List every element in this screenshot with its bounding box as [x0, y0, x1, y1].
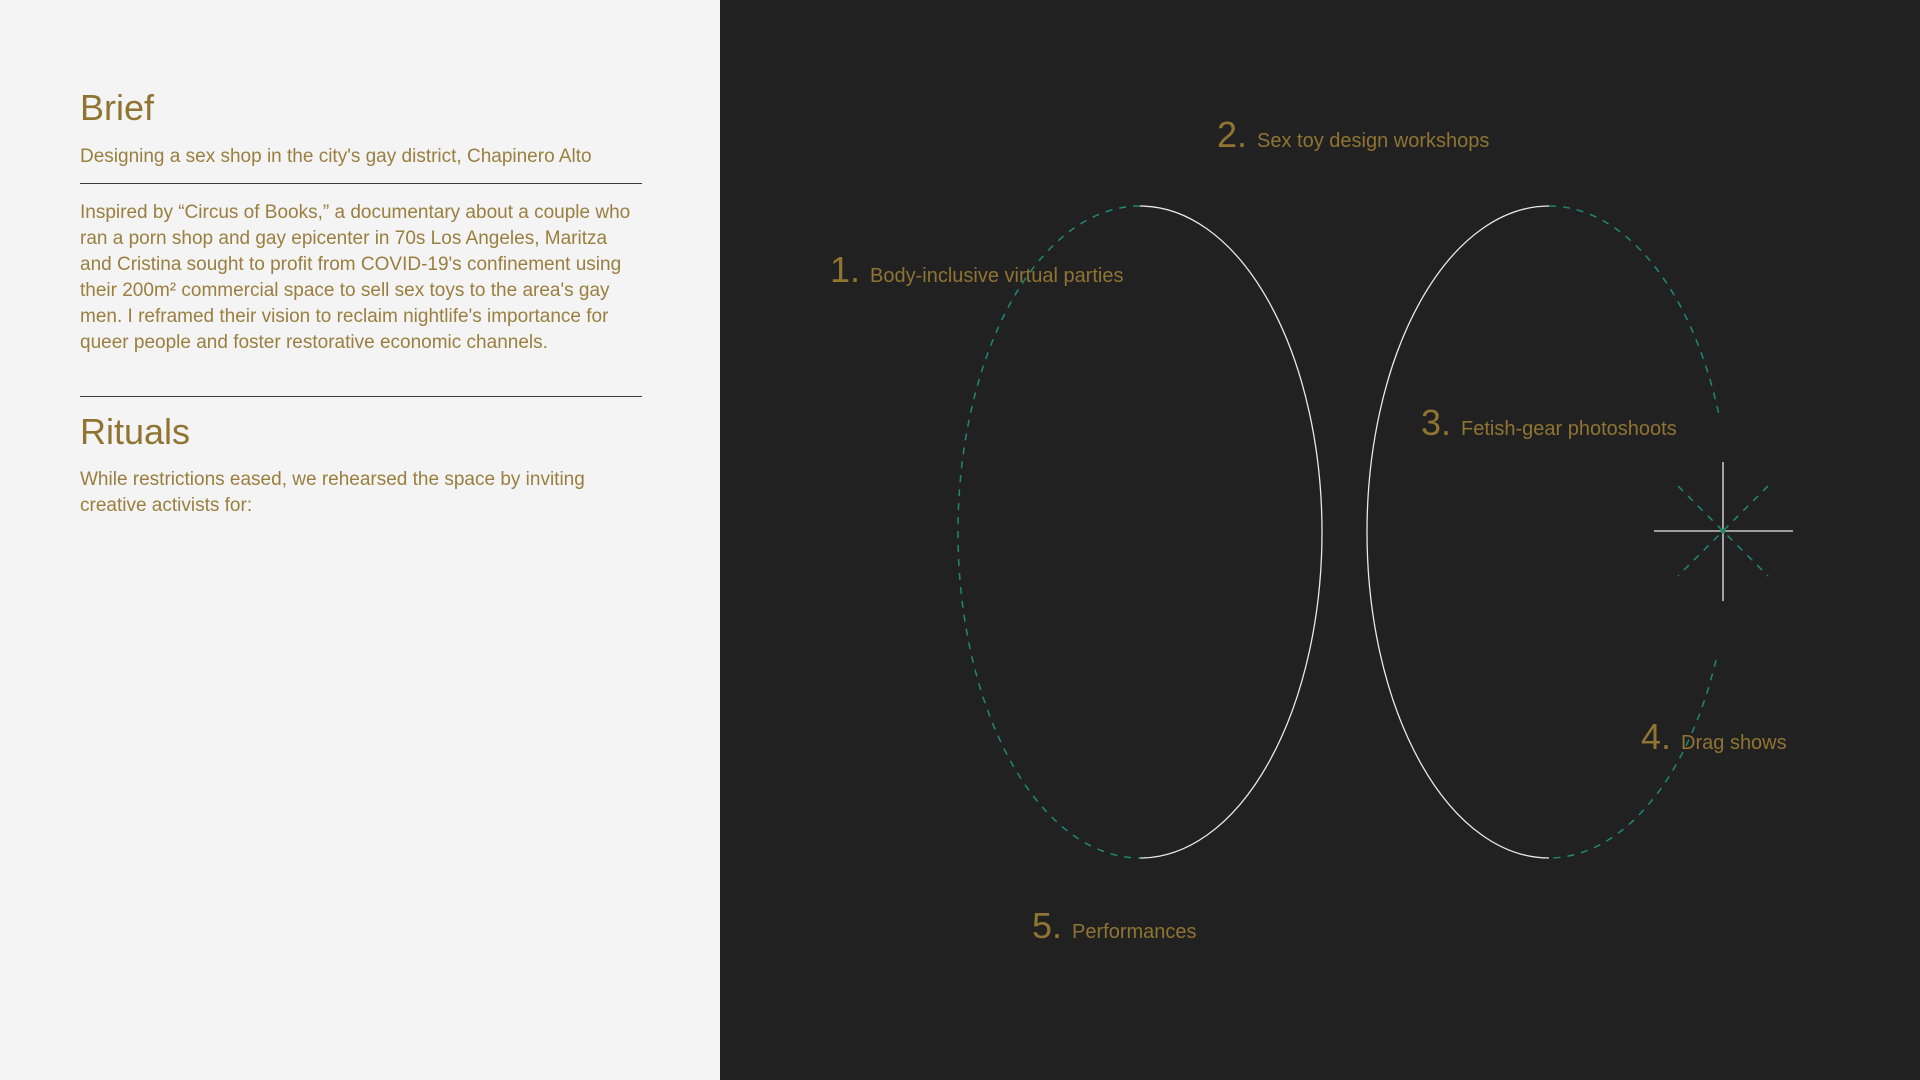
- divider: [80, 183, 642, 184]
- activity-item: [1217, 115, 1489, 155]
- activity-label: Fetish-gear photoshoots: [1461, 418, 1677, 440]
- rituals-diagram: [720, 0, 1920, 1080]
- rituals-intro: While restrictions eased, we rehearsed the space by inviting creative activists for:: [80, 469, 585, 516]
- right-ellipse-solid-arc: [1367, 206, 1549, 858]
- left-ellipse-dashed-arc: [958, 206, 1140, 858]
- activity-item: [830, 250, 1123, 290]
- activity-number: 2.: [1217, 114, 1248, 155]
- right-ellipse-dashed-arc-bottom: [1549, 660, 1716, 858]
- activity-label: Sex toy design workshops: [1257, 130, 1490, 152]
- brief-heading: Brief: [80, 87, 155, 128]
- activity-label: Drag shows: [1681, 732, 1787, 754]
- activity-item: [1641, 717, 1787, 757]
- rituals-heading: Rituals: [80, 411, 191, 452]
- divider: [80, 396, 642, 397]
- brief-subtitle: Designing a sex shop in the city's gay district, Chapinero Alto: [80, 146, 592, 167]
- sparkle-icon: [1654, 462, 1793, 601]
- right-ellipse-dashed-arc-top: [1549, 206, 1719, 415]
- activity-item: [1032, 906, 1197, 946]
- brief-body: Inspired by “Circus of Books,” a documentary about a couple who ran a porn shop and gay epicenter in 70s Los Angeles, Maritza and Cristina sought to profit from COVID-19's confinement using their 200m² commercial space to sell sex toys to the area's gay men. I reframed their vision to reclaim nightlife's importance for queer people and foster restorative economic channels.: [80, 202, 631, 353]
- activity-number: 1.: [830, 249, 861, 290]
- activity-number: 4.: [1641, 716, 1672, 757]
- activity-number: 3.: [1421, 402, 1452, 443]
- rituals-diagram-panel: [720, 0, 1920, 1080]
- activity-item: [1421, 403, 1677, 443]
- left-ellipse-solid-arc: [1140, 206, 1322, 858]
- activity-label: Performances: [1072, 921, 1197, 943]
- activity-label: Body-inclusive virtual parties: [870, 265, 1124, 287]
- activity-number: 5.: [1032, 905, 1063, 946]
- brief-panel: [0, 0, 720, 1080]
